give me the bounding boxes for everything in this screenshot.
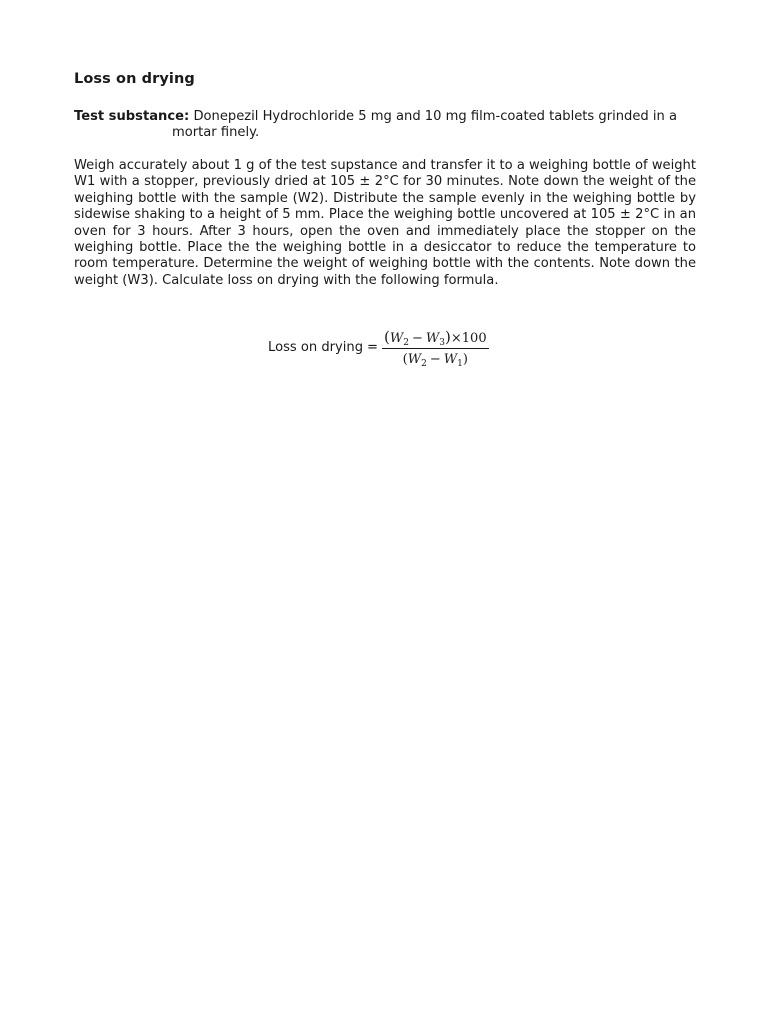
formula-fraction [382,328,489,367]
den-minus: − [429,351,441,367]
num-var-w2: W [389,330,404,346]
den-open-paren: ( [402,351,408,367]
formula-numerator [382,328,489,348]
formula-label: Loss on drying [268,339,364,355]
num-close-paren: ) [445,327,451,346]
test-substance-label: Test substance: [74,109,190,124]
den-var-w2: W [407,351,422,367]
num-minus: − [412,330,423,346]
test-substance-text-line1: Donepezil Hydrochloride 5 mg and 10 mg film-coated tablets grinded in a [193,109,677,124]
test-substance-text-line2: mortar finely. [172,125,260,141]
procedure-paragraph: Weigh accurately about 1 g of the test supstance and transfer it to a weighing bottle of weight W1 with a stopper, previously dried at 105 ± 2°C for 30 minutes. Note down the weight of the weighing bottle with the sample (W2). Distribute the sample evenly in the weighing bottle by sidewise shaking to a height of 5 mm. Place the weighing bottle uncovered at 105 ± 2°C in an oven for 3 hours. After 3 hours, open the oven and immediately place the stopper on the weighing bottle. Place the the weighing bottle in a desiccator to reduce the temperature to room temperature. Determine the weight of weighing bottle with the contents. Note down the weight (W3). Calculate loss on drying with the following formula. [74,158,696,288]
num-sub-3: 3 [439,337,446,348]
den-sub-1: 1 [457,358,463,369]
test-substance-paragraph [74,109,696,142]
formula-denominator [401,349,470,367]
num-var-w3: W [425,330,440,346]
loss-on-drying-formula [268,325,489,369]
formula-equals: = [367,339,379,355]
num-sub-2: 2 [403,337,409,348]
den-sub-2: 2 [421,358,427,369]
den-var-w1: W [443,351,458,367]
num-factor: 100 [461,330,487,346]
den-close-paren: ) [462,351,468,367]
num-times: × [450,330,462,346]
section-heading: Loss on drying [74,71,195,87]
num-open-paren: ( [384,327,390,346]
